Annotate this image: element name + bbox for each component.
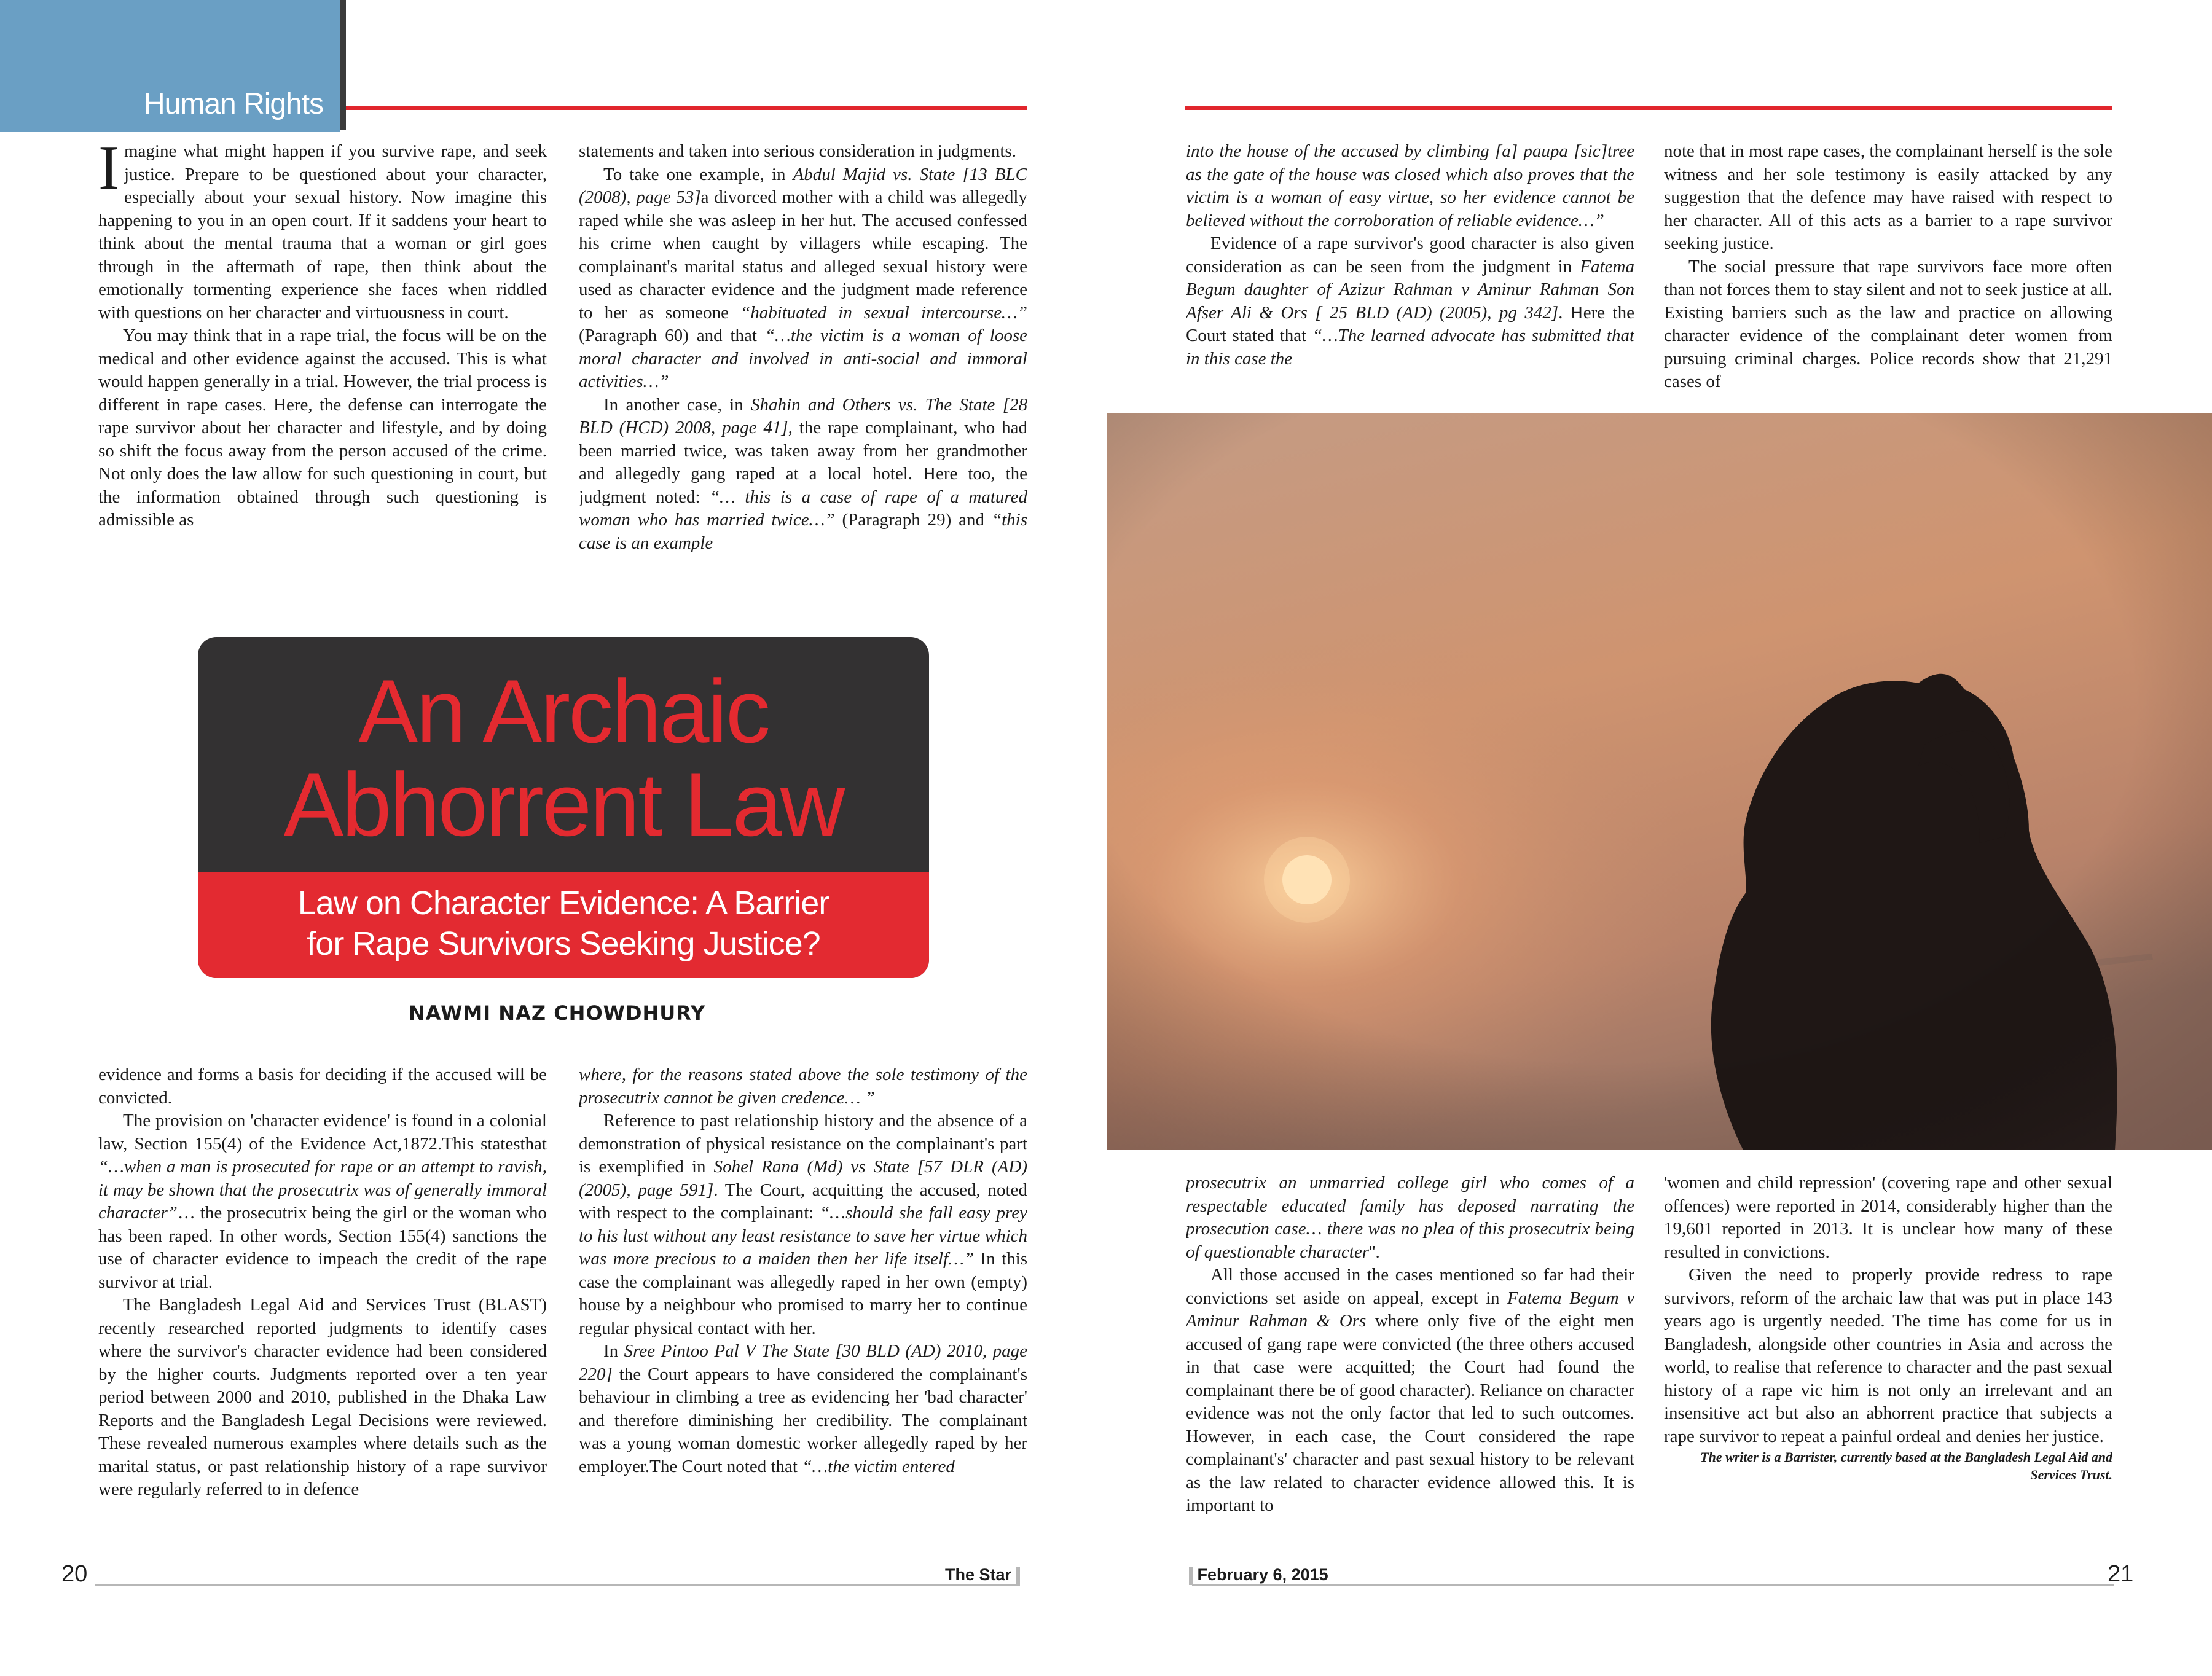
column-3-top bbox=[1186, 140, 1634, 398]
paragraph: note that in most rape cases, the complainant herself is the sole witness and her sole testimony is easily attacked by any suggestion that the defence may have raised with respect to her character. All of this acts as a barrier to a rape survivor seeking justice. bbox=[1664, 141, 2112, 253]
quote: “… this is a case of rape of a matured woman who has married twice…” bbox=[579, 487, 1027, 530]
footer-rule-left bbox=[95, 1584, 1020, 1586]
quote: where, for the reasons stated above the sole testimony of the prosecutrix cannot be given credence… ” bbox=[579, 1065, 1027, 1108]
case-citation: Abdul Majid vs. State [13 BLC (2008), page 53] bbox=[579, 164, 1027, 207]
quote: “habituated in sexual intercourse…” bbox=[740, 302, 1027, 323]
quote: into the house of the accused by climbing [a] paupa [sic]tree as the gate of the house was closed which also proves that the victim is a woman of easy virtue, so her evidence cannot be believed without the corroboration of reliable evidence…” bbox=[1186, 141, 1634, 230]
quote: “…the victim is a woman of loose moral character and involved in anti-social and immoral activities…” bbox=[579, 326, 1027, 391]
top-rule-left bbox=[346, 106, 1027, 110]
column-1-top bbox=[98, 140, 547, 607]
page-number-left: 20 bbox=[61, 1561, 88, 1587]
column-4-bottom bbox=[1664, 1172, 2112, 1550]
subtitle-band bbox=[198, 872, 929, 978]
paragraph: Given the need to properly provide redress to rape survivors, reform of the archaic law that was put in place 143 years ago is urgently needed. The time has come for us in Bangladesh, alongside other countries in Asia and across the world, to realise that reference to character and the past sexual history of a rape vic him is not only an irrelevant and an insensitive act but also an abhorrent practice that subjects a rape survivor to repeat a painful ordeal and denies her justice. bbox=[1664, 1265, 2112, 1446]
paragraph: The social pressure that rape survivors face more often than not forces them to stay silent and not to seek justice at all. Existing barriers such as the law and practice on allowing character evidence of the complainant deter women from pursuing criminal charges. Police records show that 21,291 cases of bbox=[1664, 256, 2112, 391]
column-3-bottom: prosecutrix an unmarried college girl who comes of a respectable educated family has deposed narrating the prosecution case… there was no plea of this prosecutrix being of questionable character''. All those accused in the cases mentioned so far had their convictions set aside on appeal, except in Fatema Begum v Aminur Rahman & Ors where only five of the eight men accused of gang rape were convicted (the three others accused in that case were acquitted; the Court had found the complainant there be of good character). Reliance on character evidence was not the only factor that led to such outcomes. However, in each case, the Court considered the rape complainant's' character and past sexual history to be relevant as the law related to character evidence allowed this. It is important to bbox=[1186, 1172, 1634, 1550]
paragraph: You may think that in a rape trial, the focus will be on the medical and other evidence against the accused. This is what would happen generally in a trial. However, the trial process is different in rape cases. Here, the defense can interrogate the rape survivor about her character and lifestyle, and by doing so shift the focus away from the person accused of the crime. Not only does the law allow for such questioning in court, but the information obtained through such questioning is admissible as bbox=[98, 326, 547, 530]
quote: prosecutrix an unmarried college girl who comes of a respectable educated family has deposed narrating the prosecution case… there was no plea of this prosecutrix being of questionable character bbox=[1186, 1173, 1634, 1262]
section-label: Human Rights bbox=[144, 88, 324, 120]
paragraph: To take one example, in Abdul Majid vs. State [13 BLC (2008), page 53]a divorced mother with a child was allegedly raped while she was asleep in her hut. The accused confessed his crime when caught by villagers while escaping. The complainant's marital status and alleged sexual history were used as character evidence and the judgment made reference to her as someone “habituated in sexual intercourse…” (Paragraph 60) and that “…the victim is a woman of loose moral character and involved in anti-social and immoral activities…” bbox=[579, 164, 1027, 391]
subtitle-line-1: Law on Character Evidence: A Barrier bbox=[297, 885, 830, 922]
column-1-bottom bbox=[98, 1063, 547, 1550]
column-2-top bbox=[579, 140, 1027, 607]
paragraph: In Sree Pintoo Pal V The State [30 BLD (AD) 2010, page 220] the Court appears to have considered the complainant's behaviour in climbing a tree as evidencing her 'bad character' and therefore diminishing her credibility. The complainant was a young woman domestic worker allegedly raped by her employer.The Court noted that “…the victim entered bbox=[579, 1341, 1027, 1476]
paragraph: The provision on 'character evidence' is found in a colonial law, Section 155(4) of the Evidence Act,1872.This statesthat “…when a man is prosecuted for rape or an attempt to ravish, it may be shown that the prosecutrix was of generally immoral character”… the prosecutrix being the girl or the woman who has been raped. In other words, Section 155(4) sanctions the use of character evidence to impeach the credit of the rape survivor at trial. bbox=[98, 1111, 547, 1292]
case-citation: Fatema Begum daughter of Azizur Rahman v Aminur Rahman Son Afser Ali & Ors [ 25 BLD (AD) (2005), pg 342] bbox=[1186, 256, 1634, 323]
case-citation: Shahin and Others vs. The State [28 BLD (HCD) 2008, page 41] bbox=[579, 394, 1027, 437]
drop-cap: I bbox=[98, 140, 119, 203]
top-rule-right bbox=[1185, 106, 2112, 110]
photo-silhouette bbox=[1107, 413, 2212, 1150]
byline: NAWMI NAZ CHOWDHURY bbox=[409, 1001, 706, 1025]
headline-line-1: An Archaic bbox=[358, 661, 769, 761]
subtitle-line-2: for Rape Survivors Seeking Justice? bbox=[307, 925, 820, 962]
column-4-top bbox=[1664, 140, 2112, 398]
case-citation: Fatema Begum v Aminur Rahman & Ors bbox=[1186, 1288, 1634, 1331]
headline-box bbox=[198, 637, 929, 978]
quote: “…The learned advocate has submitted that in this case the bbox=[1186, 326, 1634, 369]
quote: “…the victim entered bbox=[802, 1456, 955, 1476]
quote: “…should she fall easy prey to his lust without any least resistance to save her virtue which was more precious to a maiden then her life itself…” bbox=[579, 1203, 1027, 1269]
case-citation: Sohel Rana (Md) vs State [57 DLR (AD) (2005), page 591] bbox=[579, 1157, 1027, 1200]
paragraph: Reference to past relationship history and the absence of a demonstration of physical resistance on the complainant's part is exemplified in Sohel Rana (Md) vs State [57 DLR (AD) (2005), page 591]. The Court, acquitting the accused, noted with respect to the complainant: “…should she fall easy prey to his lust without any least resistance to save her virtue which was more precious to a maiden then her life itself…” In this case the complainant was allegedly raped in her own (empty) house by a neighbour who promised to marry her to continue regular physical contact with her. bbox=[579, 1111, 1027, 1338]
section-tab-edge bbox=[340, 0, 346, 130]
paragraph: In another case, in Shahin and Others vs. The State [28 BLD (HCD) 2008, page 41], the rape complainant, who had been married twice, was taken away from her grandmother and allegedly gang raped at a local hotel. Here too, the judgment noted: “… this is a case of rape of a matured woman who has married twice…” (Paragraph 29) and “this case is an example bbox=[579, 394, 1027, 553]
author-note: The writer is a Barrister, currently based at the Bangladesh Legal Aid and Services Trust. bbox=[1700, 1449, 2112, 1482]
paragraph: statements and taken into serious consideration in judgments. bbox=[579, 141, 1016, 161]
case-citation: Sree Pintoo Pal V The State [30 BLD (AD) 2010, page 220] bbox=[579, 1341, 1027, 1384]
paragraph: The Bangladesh Legal Aid and Services Trust (BLAST) recently researched reported judgments to identify cases where the survivor's character evidence had been considered by the higher courts. Judgments reported over a ten year period between 2000 and 2010, published in the Dhaka Law Reports and the Bangladesh Legal Decisions were reviewed. These revealed numerous examples where details such as the marital status, or past relationship history of a rape survivor were regularly referred to in defence bbox=[98, 1295, 547, 1499]
quote: “…when a man is prosecuted for rape or an attempt to ravish, it may be shown that the prosecutrix was of generally immoral character” bbox=[98, 1157, 547, 1223]
headline-line-2: Abhorrent Law bbox=[283, 754, 844, 855]
publication-name: The Star bbox=[945, 1565, 1020, 1585]
footer-rule-right bbox=[1192, 1584, 2114, 1586]
paragraph: All those accused in the cases mentioned so far had their convictions set aside on appeal, except in Fatema Begum v Aminur Rahman & Ors where only five of the eight men accused of gang rape were convicted (the three others accused in that case were acquitted; the Court had found the complainant there be of good character). Reliance on character evidence was not the only factor that led to such outcomes. However, in each case, the Court considered the rape complainant's' character and past sexual history to be relevant as the law related to character evidence allowed this. It is important to bbox=[1186, 1265, 1634, 1515]
column-2-bottom bbox=[579, 1063, 1027, 1550]
paragraph: Evidence of a rape survivor's good character is also given consideration as can be seen from the judgment in Fatema Begum daughter of Azizur Rahman v Aminur Rahman Son Afser Ali & Ors [ 25 BLD (AD) (2005), pg 342]. Here the Court stated that “…The learned advocate has submitted that in this case the bbox=[1186, 233, 1634, 369]
paragraph: magine what might happen if you survive rape, and seek justice. Prepare to be questioned about your character, especially about your sexual history. Now imagine this happening to you in an open court. If it saddens your heart to think about the mental trauma that a woman or girl goes through in the aftermath of rape, then think about the emotionally tormenting experience she faces when riddled with questions on her character and virtuousness in court. bbox=[98, 141, 547, 323]
page-number-right: 21 bbox=[2108, 1561, 2134, 1587]
paragraph: evidence and forms a basis for deciding if the accused will be convicted. bbox=[98, 1065, 547, 1108]
paragraph: 'women and child repression' (covering rape and other sexual offences) were reported in 2014, considerably higher than the 19,601 reported in 2013. It is unclear how many of these resulted in convictions. bbox=[1664, 1173, 2112, 1262]
quote: “this case is an example bbox=[579, 510, 1027, 553]
issue-date: February 6, 2015 bbox=[1189, 1565, 1328, 1585]
